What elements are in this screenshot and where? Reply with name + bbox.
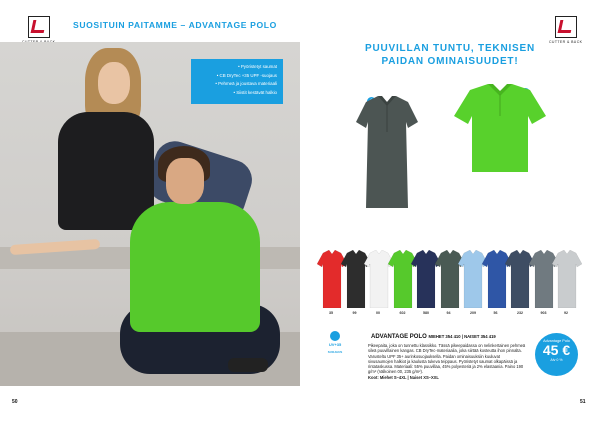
color-code: 00: [376, 311, 380, 315]
page-number-right: 51: [580, 399, 586, 405]
product-description: Pikeepaita, joka on tunnettu klassikko. Tässä pikeepaidassa on nelinkertainen pehmeä sileä puuvillainen kangas. CB DryTec-materiaalia, joka siirtää kosteutta ihon pinnalta. Varusteltu UPF 35+ aurinkosuojauksella. Paidan ominaisuuksiin kuuluvat sivusaumojen halkiot ja kaulusta tukeva teippaus. Pyöristetyt saumat olkapäissä ja rintataskussa. Materiaali: 55% puuvillaa, 45% polyesteriä ja 2% elastaania. Paino 190 g/m² (Valkoinen 00, 235 g/m²). Koot: Miehet S–4XL | Naiset XS–XXL: [368, 343, 526, 380]
feature-item: • CB DryTec +35 UPF -suojaus: [197, 72, 277, 81]
logo-text-right: CUTTER & BUCK: [549, 40, 583, 44]
page-header-title: SUOSITUIN PAITAMME – ADVANTAGE POLO: [73, 20, 277, 30]
cutter-buck-logo-left: [28, 16, 50, 38]
color-swatches: [317, 250, 582, 310]
features-box: [191, 59, 283, 104]
color-code: 232: [517, 311, 523, 315]
green-polo-man: [130, 202, 260, 332]
color-swatch: [552, 250, 582, 308]
color-code: 99: [352, 311, 357, 315]
cutter-buck-logo-right: [555, 16, 577, 38]
product-codes: MIEHET 354 410 | NAISET 354 419: [428, 334, 496, 339]
color-code: 209: [470, 311, 476, 315]
price: 45 €: [542, 342, 571, 358]
color-code: 94: [446, 311, 451, 315]
sun-icon: [330, 331, 340, 341]
uv-protection-badge: UV+35 SUOJAUS: [326, 331, 344, 354]
color-code: 92: [564, 311, 568, 315]
color-code: 903: [540, 311, 547, 315]
page-title: PUUVILLAN TUNTU, TEKNISEN PAIDAN OMINAISUUDET!: [365, 43, 535, 67]
color-code: 35: [329, 311, 333, 315]
male-polo-green: [452, 82, 548, 174]
feature-item: • Siistit kestävät halkio: [197, 89, 277, 98]
page-number-left: 50: [12, 399, 18, 405]
product-name: ADVANTAGE POLO MIEHET 354 410 | NAISET 354 419: [371, 334, 496, 340]
black-polo-woman: [58, 112, 154, 230]
feature-item: • Pyöristetyt saumat: [197, 63, 277, 72]
color-code: 602: [399, 311, 406, 315]
product-sizes: Koot: Miehet S–4XL | Naiset XS–XXL: [368, 374, 439, 380]
female-polo-grey: [352, 92, 422, 214]
feature-item: • Pehmeä ja joustava materiaali: [197, 80, 277, 89]
color-code: 580: [423, 311, 429, 315]
color-code: 56: [493, 311, 498, 315]
price-badge: Advantage Polo 45 € Alv 0 %: [535, 333, 578, 376]
